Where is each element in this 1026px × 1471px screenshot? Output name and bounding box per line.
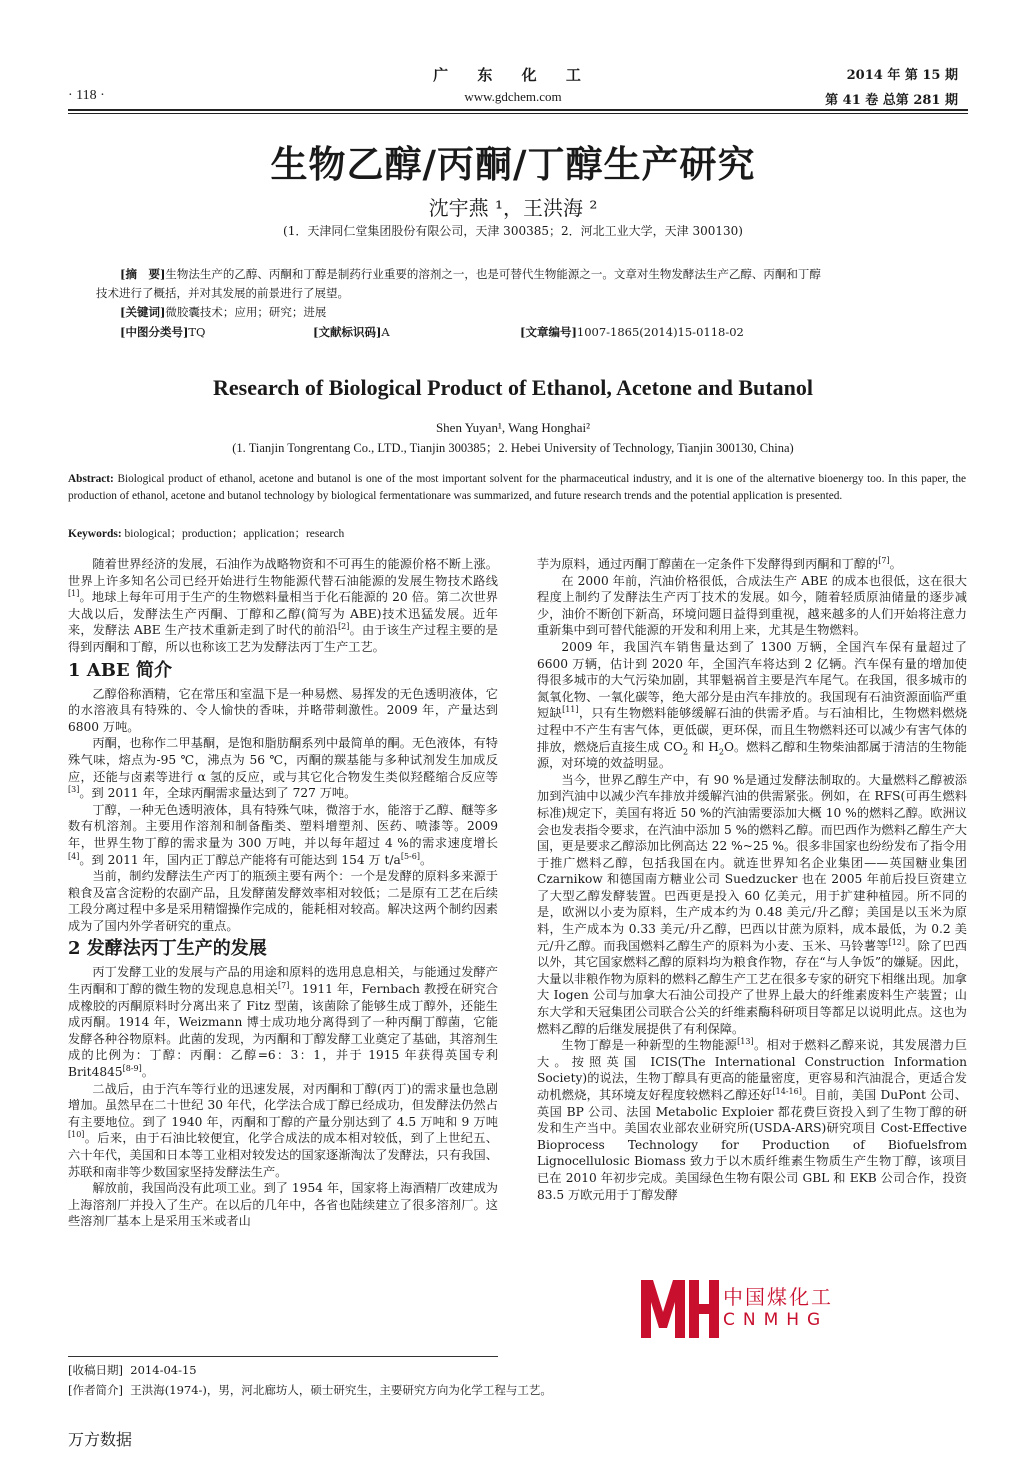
abstract-cn-label: [摘 要]: [120, 267, 166, 281]
paragraph: 乙醇俗称酒精，它在常压和室温下是一种易燃、易挥发的无色透明液体，它的水溶液具有特殊的、令人愉快的香味，并略带刺激性。2009 年，产量达到 6800 万吨。: [68, 686, 498, 734]
page-number: · 118 ·: [68, 88, 105, 103]
received-value: 2014-04-15: [130, 1363, 197, 1377]
keywords-en-label: Keywords:: [68, 528, 122, 540]
abstract-en: [68, 471, 966, 505]
watermark-text-en: CNMHG: [723, 1310, 829, 1330]
paragraph: 芋为原料，通过丙酮丁醇菌在一定条件下发酵得到丙酮和丁醇的[7]。: [537, 555, 902, 571]
author-bio: [68, 1382, 552, 1398]
clc-number: [120, 324, 206, 341]
journal-name: 广 东 化 工: [433, 66, 593, 84]
abstract-cn-text-2: 技术进行了概括，并对其发展的前景进行了展望。: [96, 286, 349, 300]
author-bio-text: 王洪海(1974-)，男，河北廊坊人，硕士研究生，主要研究方向为化学工程与工艺。: [130, 1383, 552, 1397]
cnmhg-logo-icon: [637, 1272, 721, 1342]
paragraph: 解放前，我国尚没有此项工业。到了 1954 年，国家将上海酒精厂改建成为上海溶剂厂并投入了生产。在以后的几年中，各省也陆续建立了很多溶剂厂。这些溶剂厂基本上是采用玉米或者山: [68, 1181, 498, 1229]
abstract-en-text: Biological product of ethanol, acetone and butanol is one of the most important solvent for the pharmaceutical industry, and it is one of the alternative bioenergy too. In this paper, the production of ethanol, acetone and butanol technology by biological fermentationare was summarized, and future research trends and the potential application is presented.: [68, 473, 966, 502]
abstract-cn: [120, 266, 966, 283]
doc-code-value: A: [381, 325, 390, 339]
watermark-logo: [637, 1272, 857, 1342]
body-right-column: [537, 556, 967, 1203]
abstract-cn-cont: [96, 285, 942, 302]
journal-url[interactable]: www.gdchem.com: [464, 89, 562, 104]
doc-code-label: [文献标识码]: [313, 325, 382, 339]
section-heading-2: 2 发酵法丙丁生产的发展: [68, 938, 267, 960]
paragraph: 生物丁醇是一种新型的生物能源[13]。相对于燃料乙醇来说，其发展潜力巨大。按照英国 ICIS(The International Construction Information Society)的说法，生物丁醇具有更高的能量密度，更容易和汽油混合，更适合发动机燃烧，其环境友好程度较燃料乙醇还好[14-16]。目前，美国 DuPont 公司、英国 BP 公司、法国 Metabolic Exploier 都花费巨资投入到了生物丁醇的研发和生产当中。美国农业部农业研究所(USDA-ARS)研究项目 Cost-Effective Bioprocess Technology for Production of Biofuelsfrom Lignocellulosic Biomass 致力于以木质纤维素生物质生产生物丁醇，该项目已在 2010 年初步完成。美国绿色生物有限公司 GBL 和 EKB 公司合作，投资 83.5 万欧元用于丁醇发酵: [537, 1037, 968, 1202]
paragraph: 在 2000 年前，汽油价格很低，合成法生产 ABE 的成本也很低，这在很大程度上制约了发酵法生产丙丁技术的发展。如今，随着轻质原油储量的逐步减少，油价不断创下新高，环境问题日益得到重视，越来越多的人们开始将注意力重新集中到可替代能源的开发和利用上来，尤其是生物燃料。: [537, 573, 967, 638]
title-cn: 生物乙醇/丙酮/丁醇生产研究: [270, 142, 756, 186]
received-label: [收稿日期]: [68, 1363, 123, 1377]
clc-value: TQ: [188, 325, 206, 339]
paragraph: 当前，制约发酵法生产丙丁的瓶颈主要有两个：一个是发酵的原料多来源于粮食及富含淀粉的农副产品，且发酵菌发酵效率相对较低；二是原有工艺在后续工段分离过程中多是采用精馏操作完成的，能耗相对较高。解决这两个制约因素成为了国内外学者研究的重点。: [68, 869, 498, 933]
clc-label: [中图分类号]: [120, 325, 189, 339]
header-rule: [68, 109, 968, 111]
abstract-cn-text: 生物法生产的乙醇、丙酮和丁醇是制药行业重要的溶剂之一，也是可替代生物能源之一。文章对生物发酵法生产乙醇、丙酮和丁醇: [165, 267, 821, 281]
section-heading-1: 1 ABE 简介: [68, 659, 172, 681]
paragraph: 丙酮，也称作二甲基酮，是饱和脂肪酮系列中最简单的酮。无色液体，有特殊气味，熔点为-95 ℃，沸点为 56 ℃，丙酮的羰基能与多种试剂发生加成反应，还能与卤素等进行 α 氢的反应，或与其它化合物发生类似羟醛缩合反应等[3]。到 2011 年，全球丙酮需求量达到了 727 万吨。: [68, 736, 498, 801]
paragraph: 2009 年，我国汽车销售量达到了 1300 万辆，全国汽车保有量超过了 6600 万辆，估计到 2020 年，全国汽车将达到 2 亿辆。汽车保有量的增加使得很多城市的大气污染加剧，其罪魁祸首主要是汽车尾气。在我国，很多城市的氮氧化物、一氧化碳等，绝大部分是由汽车排放的。我国现有石油资源面临严重短缺[11]，只有生物燃料能够缓解石油的供需矛盾。与石油相比，生物燃料燃烧过程中不产生有害气体，更低碳，更环保，而且生物燃料还可以减少有害气体的排放，燃烧后直接生成 $CO_2$ 和 $H_2O$。燃料乙醇和生物柴油都属于清洁的生物能源，对环境的效益明显。: [537, 639, 968, 771]
footnote-rule: [68, 1356, 498, 1357]
title-en: Research of Biological Product of Ethanol, Acetone and Butanol: [213, 375, 813, 400]
body-left-column: [68, 556, 498, 1230]
doc-code: [313, 324, 390, 341]
paragraph: 当今，世界乙醇生产中，有 90 %是通过发酵法制取的。大量燃料乙醇被添加到汽油中以减少汽车排放并缓解汽油的供需紧张。例如，在 RFS(可再生燃料标准)规定下，美国有将近 50 %的汽油需要添加大概 10 %的燃料乙醇。欧洲议会也发表指令要求，在汽油中添加 5 %的燃料乙醇。而巴西作为燃料乙醇生产大国，更是要求乙醇添加比例高达 22 %~25 %。很多非国家也纷纷发布了指令用于推广燃料乙醇，包括我国在内。就连世界知名企业集团——英国糖业集团 Czarnikow 和德国南方糖业公司 Suedzucker 也在 2005 年前后投巨资建立了大型乙醇发酵装置。巴西更是投入 60 亿美元，用于扩建种植园。所不同的是，欧洲以小麦为原料，生产成本约为 0.48 美元/升乙醇；美国是以玉米为原料，生产成本为 0.33 美元/升乙醇，巴西以甘蔗为原料，成本最低，为 0.2 美元/升乙醇。而我国燃料乙醇生产的原料为小麦、玉米、马铃薯等[12]。除了巴西以外，其它国家燃料乙醇的原料均为粮食作物，存在“与人争饭”的嫌疑。因此，大量以非粮作物为原料的燃料乙醇生产工艺在很多专家的研究下相继出现。加拿大 Iogen 公司与加拿大石油公司投产了世界上最大的纤维素废料生产装置；山东大学和天冠集团公司联合公关的纤维素酶科研项目等都足以说明此点。这也为燃料乙醇的后继发展提供了有利保障。: [537, 772, 968, 1036]
source-watermark: 万方数据: [68, 1430, 133, 1449]
author-bio-label: [作者简介]: [68, 1383, 123, 1397]
keywords-cn-text: 微胶囊技术；应用；研究；进展: [165, 305, 327, 319]
article-number-value: 1007-1865(2014)15-0118-02: [576, 325, 744, 339]
header-rule-thin: [68, 113, 968, 114]
abstract-en-label: Abstract:: [68, 473, 114, 485]
paragraph: 随着世界经济的发展，石油作为战略物资和不可再生的能源价格不断上涨。世界上许多知名公司已经开始进行生物能源代替石油能源的发展生物技术路线[1]。地球上每年可用于生产的生物燃料量相当于化石能源的 20 倍。第二次世界大战以后，发酵法生产丙酮、丁醇和乙醇(简写为 ABE)技术迅猛发展。近年来，发酵法 ABE 生产技术重新走到了时代的前沿[2]。由于该生产过程主要的是得到丙酮和丁醇，所以也称该工艺为发酵法丙丁生产工艺。: [68, 557, 498, 654]
watermark-text-cn: 中国煤化工: [723, 1285, 833, 1309]
affiliation-cn: (1．天津同仁堂集团股份有限公司，天津 300385；2．河北工业大学，天津 300130): [283, 224, 743, 238]
keywords-cn: [120, 304, 326, 321]
paragraph: 二战后，由于汽车等行业的迅速发展，对丙酮和丁醇(丙丁)的需求量也急剧增加。虽然早在二十世纪 30 年代，化学法合成丁醇已经成功，但发酵法仍然占有主要地位。到了 1940 年，丙酮和丁醇的产量分别达到了 4.5 万吨和 9 万吨[10]。后来，由于石油比较便宜，化学合成法的成本相对较低，到了上世纪五、六十年代，美国和日本等工业相对较发达的国家逐渐淘汰了发酵法，只有我国、苏联和南非等少数国家坚持发酵法生产。: [68, 1081, 498, 1179]
volume-info: 第 41 卷 总第 281 期: [825, 93, 958, 108]
keywords-en-text: biological；production；application；research: [124, 528, 345, 540]
article-number-label: [文章编号]: [520, 325, 577, 339]
keywords-en: [68, 525, 966, 541]
authors-en: Shen Yuyan¹, Wang Honghai²: [435, 420, 591, 435]
keywords-cn-label: [关键词]: [120, 305, 166, 319]
received-date: [68, 1362, 197, 1378]
issue-info: 2014 年 第 15 期: [846, 68, 958, 83]
affiliation-en: (1. Tianjin Tongrentang Co., LTD., Tianjin 300385；2. Hebei University of Technology, Tianjin 300130, China): [232, 441, 794, 455]
authors-cn: 沈宇燕 ¹，王洪海 ²: [428, 196, 598, 220]
article-number: [520, 324, 744, 341]
paragraph: 丁醇，一种无色透明液体，具有特殊气味，微溶于水，能溶于乙醇、醚等多数有机溶剂。主要用作溶剂和制备酯类、塑料增塑剂、医药、喷漆等。2009 年，世界生物丁醇的需求量为 300 万吨，并以每年超过 4 %的需求速度增长[4]。到 2011 年，国内正丁醇总产能将有可能达到 154 万 t/a[5-6]。: [68, 802, 498, 867]
paragraph: 丙丁发酵工业的发展与产品的用途和原料的选用息息相关，与能通过发酵产生丙酮和丁醇的微生物的发现息息相关[7]。1911 年，Fernbach 教授在研究合成橡胶的丙酮原料时分离出来了 Fitz 型菌，该菌除了能够生成丁醇外，还能生成丙酮。1914 年，Weizmann 博士成功地分离得到了一种丙酮丁醇菌，它能发酵各种谷物原料。此菌的发现，为丙酮和丁醇发酵工业奠定了基础，其溶剂生成的比例为：丁醇：丙酮：乙醇=6：3：1，并于 1915 年获得英国专利 Brit4845[8-9]。: [68, 965, 499, 1080]
